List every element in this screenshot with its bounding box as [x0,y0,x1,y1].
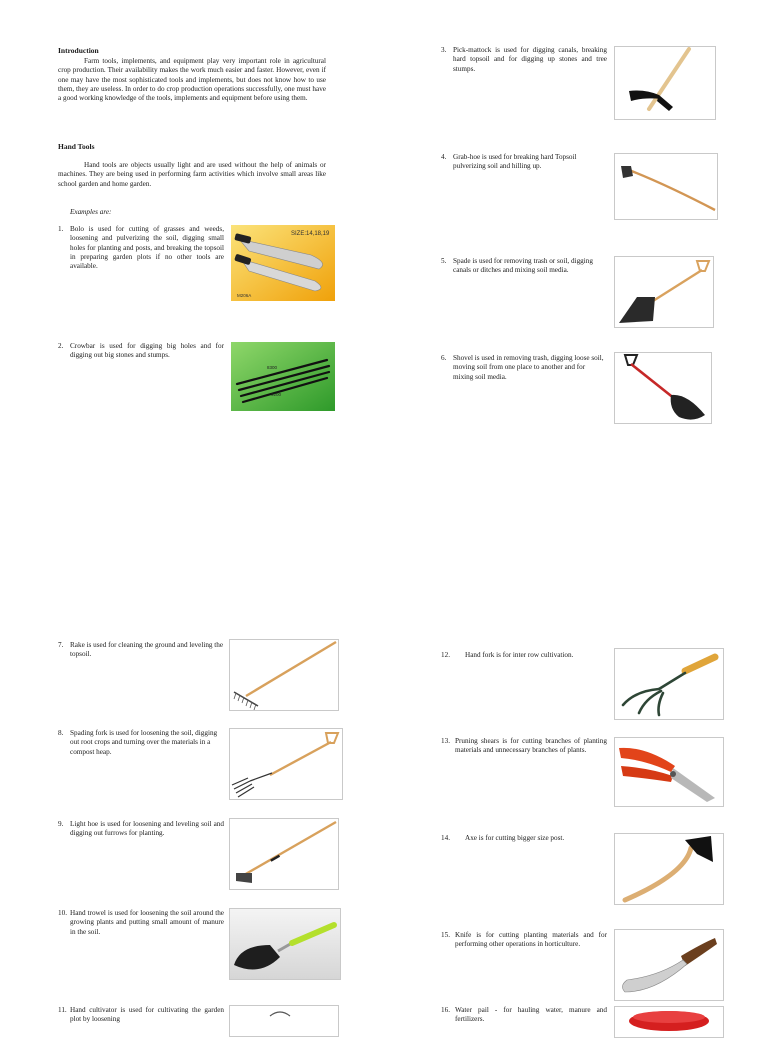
bolo-image [231,225,335,301]
spading-fork-illustration [230,729,342,799]
hand-tools-heading: Hand Tools [58,142,95,151]
pruning-shears-image [614,737,724,807]
item-number: 14. [441,834,450,842]
spading-fork-image [229,728,343,800]
shovel-illustration [615,353,711,423]
spade-illustration [615,257,713,327]
hand-cultivator-illustration [230,1006,338,1036]
knife-image [614,929,724,1001]
item-text: Bolo is used for cutting of grasses and weeds, loosening and pulverizing the soil, digging small holes for planting and posts, and breaking the topsoil in preparing garden plots if no other tools are available. [70,225,224,271]
bolo-size-label: SIZE:14,18,19 [291,231,330,237]
hand-cultivator-image [229,1005,339,1037]
crowbar-label-b: 9200 [271,392,282,397]
pruning-shears-illustration [615,738,723,806]
crowbar-image [231,342,335,411]
hand-trowel-illustration [230,909,340,979]
pick-mattock-illustration [615,47,715,119]
intro-paragraph: Farm tools, implements, and equipment play very important role in agricultural crop production. Their availability makes the work much easier and faster. However, even if one may have the most sophisticated tools and implements, but does not know how to use them, they are useless. In order to do crop production operations successfully, one must have a good working knowledge of the tools, implements and equipment before using them. [58,57,326,103]
water-pail-image [614,1006,724,1038]
item-number: 8. [58,729,64,737]
pick-mattock-image [614,46,716,120]
crowbar-label-a: 8300 [267,365,278,370]
item-number: 6. [441,354,447,362]
item-number: 1. [58,225,64,233]
grab-hoe-image [614,153,718,220]
bolo-illustration [231,225,335,301]
item-number: 12. [441,651,450,659]
item-number: 15. [441,931,450,939]
examples-label: Examples are: [70,208,112,216]
item-text: Rake is used for cleaning the ground and leveling the topsoil. [70,641,224,659]
shovel-image [614,352,712,424]
item-number: 10. [58,909,67,917]
intro-heading: Introduction [58,46,99,55]
rake-illustration [230,640,338,710]
item-text: Spading fork is used for loosening the soil, digging out root crops and turning over the materials in a compost heap. [70,729,218,756]
item-number: 2. [58,342,64,350]
bolo-code-label: M206A [237,293,252,298]
item-number: 5. [441,257,447,265]
axe-image [614,833,724,905]
item-number: 16. [441,1006,450,1014]
item-text: Light hoe is used for loosening and leveling soil and digging out furrows for planting. [70,820,224,838]
hand-fork-image [614,648,724,720]
item-text: Crowbar is used for digging big holes and for digging out big stones and stumps. [70,342,224,360]
item-text: Knife is for cutting planting materials and for performing other operations in horticulture. [455,931,607,949]
item-text: Shovel is used in removing trash, digging loose soil, moving soil from one place to another and for mixing soil media. [453,354,604,381]
item-number: 9. [58,820,64,828]
hand-tools-paragraph: Hand tools are objects usually light and are used without the help of animals or machines. They are being used in performing farm activities which involve small areas like school garden and home garden. [58,161,326,188]
rake-image [229,639,339,711]
item-number: 4. [441,153,447,161]
item-text: Pruning shears is for cutting branches of planting materials and unnecessary branches of plants. [455,737,607,755]
item-text: Axe is for cutting bigger size post. [465,834,565,842]
light-hoe-image [229,818,339,890]
grab-hoe-illustration [615,154,717,219]
item-text: Water pail - for hauling water, manure and fertilizers. [455,1006,607,1024]
water-pail-illustration [615,1007,723,1037]
axe-illustration [615,834,723,904]
crowbar-illustration [231,342,335,411]
hand-fork-illustration [615,649,723,719]
item-number: 11. [58,1006,67,1014]
item-number: 3. [441,46,447,54]
knife-illustration [615,930,723,1000]
item-number: 13. [441,737,450,745]
item-text: Hand cultivator is used for cultivating the garden plot by loosening [70,1006,224,1024]
item-text: Hand fork is for inter row cultivation. [465,651,574,659]
item-number: 7. [58,641,64,649]
item-text: Hand trowel is used for loosening the soil around the growing plants and putting small amount of manure in the soil. [70,909,224,936]
item-text: Spade is used for removing trash or soil, digging canals or ditches and mixing soil media. [453,257,593,275]
light-hoe-illustration [230,819,338,889]
item-text: Grab-hoe is used for breaking hard Topsoil pulverizing soil and hilling up. [453,153,577,171]
hand-trowel-image [229,908,341,980]
spade-image [614,256,714,328]
item-text: Pick-mattock is used for digging canals, breaking hard topsoil and for digging up stones and tree stumps. [453,46,607,73]
